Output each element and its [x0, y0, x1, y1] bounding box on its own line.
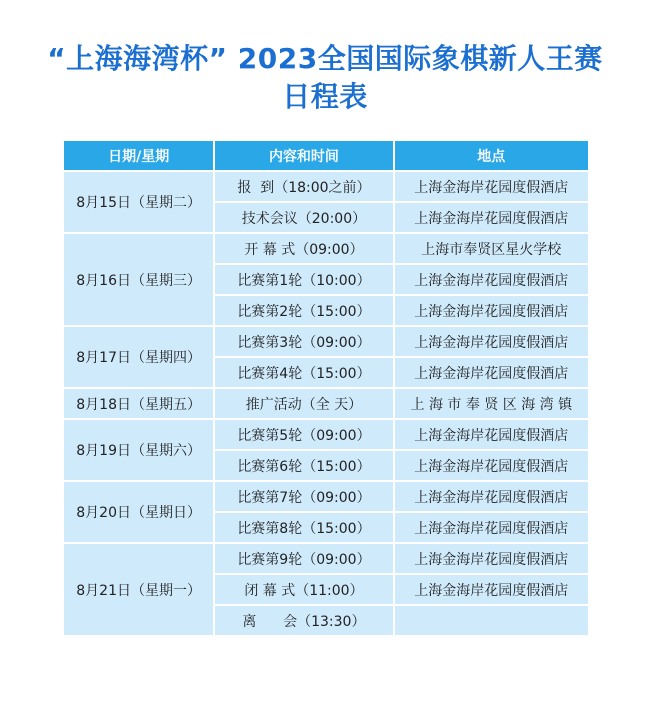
event-cell: 比赛第9轮（09:00）: [215, 544, 392, 573]
date-cell: 8月20日（星期日）: [64, 482, 213, 542]
location-cell: 上海市奉贤区星火学校: [395, 234, 588, 263]
event-cell: 比赛第4轮（15:00）: [215, 358, 392, 387]
date-cell: 8月15日（星期二）: [64, 172, 213, 232]
location-cell: 上 海 市 奉 贤 区 海 湾 镇: [395, 389, 588, 418]
date-cell: 8月16日（星期三）: [64, 234, 213, 325]
location-cell: 上海金海岸花园度假酒店: [395, 575, 588, 604]
event-cell: 报 到（18:00之前）: [215, 172, 392, 201]
event-cell: 离 会（13:30）: [215, 606, 392, 635]
event-cell: 比赛第1轮（10:00）: [215, 265, 392, 294]
location-cell: 上海金海岸花园度假酒店: [395, 544, 588, 573]
header-content-time: 内容和时间: [215, 141, 392, 170]
location-cell: 上海金海岸花园度假酒店: [395, 327, 588, 356]
event-cell: 比赛第5轮（09:00）: [215, 420, 392, 449]
event-cell: 比赛第6轮（15:00）: [215, 451, 392, 480]
event-cell: 比赛第7轮（09:00）: [215, 482, 392, 511]
header-date: 日期/星期: [64, 141, 213, 170]
event-cell: 比赛第2轮（15:00）: [215, 296, 392, 325]
table-row: [64, 172, 588, 201]
table-row: [64, 389, 588, 418]
location-cell: 上海金海岸花园度假酒店: [395, 296, 588, 325]
event-cell: 闭 幕 式（11:00）: [215, 575, 392, 604]
location-cell: [395, 606, 588, 635]
table-row: [64, 544, 588, 573]
table-header-row: [64, 141, 588, 170]
date-cell: 8月18日（星期五）: [64, 389, 213, 418]
location-cell: 上海金海岸花园度假酒店: [395, 265, 588, 294]
event-cell: 技术会议（20:00）: [215, 203, 392, 232]
table-row: [64, 327, 588, 356]
schedule-table: [62, 139, 590, 637]
location-cell: 上海金海岸花园度假酒店: [395, 420, 588, 449]
location-cell: 上海金海岸花园度假酒店: [395, 358, 588, 387]
location-cell: 上海金海岸花园度假酒店: [395, 172, 588, 201]
header-location: 地点: [395, 141, 588, 170]
schedule-body: [64, 172, 588, 635]
date-cell: 8月19日（星期六）: [64, 420, 213, 480]
table-row: [64, 420, 588, 449]
event-cell: 比赛第8轮（15:00）: [215, 513, 392, 542]
date-cell: 8月21日（星期一）: [64, 544, 213, 635]
event-cell: 比赛第3轮（09:00）: [215, 327, 392, 356]
location-cell: 上海金海岸花园度假酒店: [395, 482, 588, 511]
table-row: [64, 482, 588, 511]
location-cell: 上海金海岸花园度假酒店: [395, 451, 588, 480]
location-cell: 上海金海岸花园度假酒店: [395, 203, 588, 232]
title-line-2: 日程表: [282, 80, 368, 113]
table-row: [64, 234, 588, 263]
title-line-1: “上海海湾杯” 2023全国国际象棋新人王赛: [47, 42, 603, 75]
date-cell: 8月17日（星期四）: [64, 327, 213, 387]
event-cell: 推广活动（全 天）: [215, 389, 392, 418]
poster-title: [0, 40, 650, 116]
location-cell: 上海金海岸花园度假酒店: [395, 513, 588, 542]
event-cell: 开 幕 式（09:00）: [215, 234, 392, 263]
